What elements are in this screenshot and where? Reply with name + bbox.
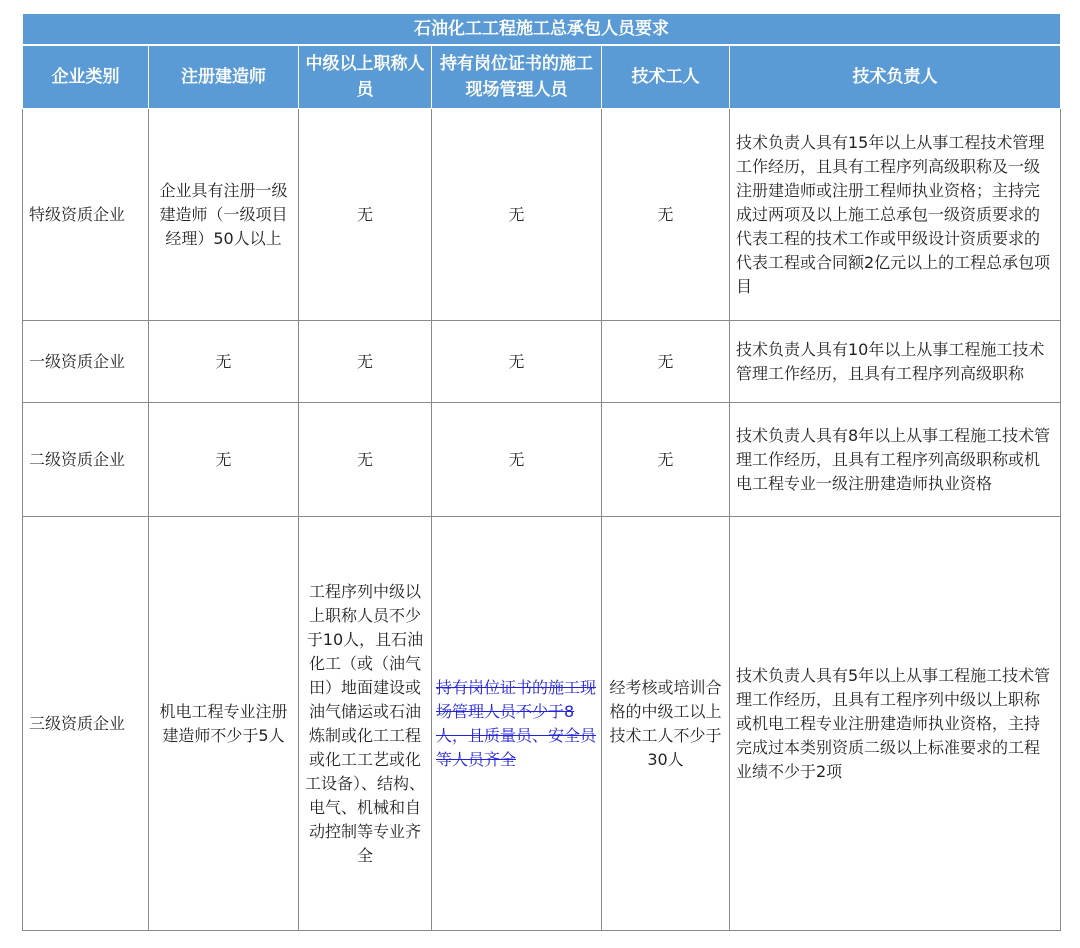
header-mid-title: 中级以上职称人员	[299, 45, 432, 109]
header-tech-lead: 技术负责人	[730, 45, 1061, 109]
row-builder: 无	[149, 321, 299, 403]
row-tech-lead: 技术负责人具有10年以上从事工程施工技术管理工作经历，且具有工程序列高级职称	[730, 321, 1061, 403]
header-workers: 技术工人	[602, 45, 730, 109]
row-category: 三级资质企业	[23, 517, 149, 931]
row-mid-title: 工程序列中级以上职称人员不少于10人，且石油化工（或（油气田）地面建设或油气储运或石油炼制或化工工程或化工工艺或化工设备）、结构、电气、机械和自动控制等专业齐全	[299, 517, 432, 931]
row-site-mgmt: 无	[432, 403, 602, 517]
row-tech-lead: 技术负责人具有8年以上从事工程施工技术管理工作经历，且具有工程序列高级职称或机电工程专业一级注册建造师执业资格	[730, 403, 1061, 517]
table-row	[23, 109, 1061, 321]
row-workers: 无	[602, 403, 730, 517]
row-mid-title: 无	[299, 321, 432, 403]
row-builder: 无	[149, 403, 299, 517]
row-builder: 机电工程专业注册建造师不少于5人	[149, 517, 299, 931]
header-category: 企业类别	[23, 45, 149, 109]
header-row	[23, 45, 1061, 109]
row-tech-lead: 技术负责人具有5年以上从事工程施工技术管理工作经历，且具有工程序列中级以上职称或机电工程专业注册建造师执业资格，主持完成过本类别资质二级以上标准要求的工程业绩不少于2项	[730, 517, 1061, 931]
row-category: 一级资质企业	[23, 321, 149, 403]
row-site-mgmt-struck: 持有岗位证书的施工现场管理人员不少于8人，且质量员、安全员等人员齐全	[432, 517, 602, 931]
row-site-mgmt: 无	[432, 109, 602, 321]
table-title: 石油化工工程施工总承包人员要求	[23, 14, 1061, 46]
row-workers: 无	[602, 109, 730, 321]
requirements-table	[22, 13, 1061, 931]
table-row	[23, 403, 1061, 517]
row-workers: 无	[602, 321, 730, 403]
row-category: 特级资质企业	[23, 109, 149, 321]
header-site-mgmt: 持有岗位证书的施工现场管理人员	[432, 45, 602, 109]
header-builder: 注册建造师	[149, 45, 299, 109]
row-builder: 企业具有注册一级建造师（一级项目经理）50人以上	[149, 109, 299, 321]
row-tech-lead: 技术负责人具有15年以上从事工程技术管理工作经历，且具有工程序列高级职称及一级注册建造师或注册工程师执业资格；主持完成过两项及以上施工总承包一级资质要求的代表工程的技术工作或甲级设计资质要求的代表工程或合同额2亿元以上的工程总承包项目	[730, 109, 1061, 321]
row-category: 二级资质企业	[23, 403, 149, 517]
row-mid-title: 无	[299, 109, 432, 321]
row-site-mgmt: 无	[432, 321, 602, 403]
table-row	[23, 517, 1061, 931]
table-row	[23, 321, 1061, 403]
row-mid-title: 无	[299, 403, 432, 517]
requirements-table-wrapper	[22, 13, 1060, 931]
row-workers: 经考核或培训合格的中级工以上技术工人不少于30人	[602, 517, 730, 931]
